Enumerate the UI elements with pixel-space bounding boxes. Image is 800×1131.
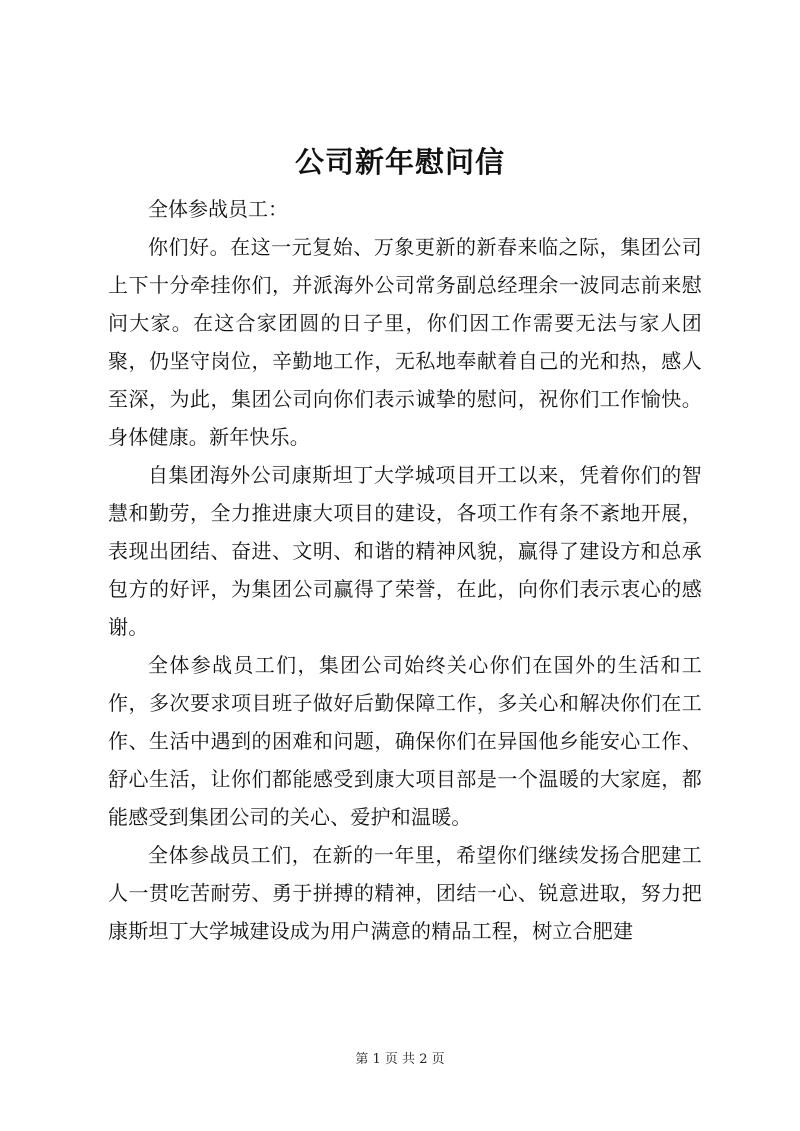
page-number-footer: 第 1 页 共 2 页 (355, 1052, 445, 1067)
paragraph-greeting-wishes: 你们好。在这一元复始、万象更新的新春来临之际，集团公司上下十分牵挂你们，并派海外公司常务副总经理余一波同志前来慰问大家。在这合家团圆的日子里，你们因工作需要无法与家人团聚，仍坚守岗位，辛勤地工作，无私地奉献着自己的光和热，感人至深，为此，集团公司向你们表示诚挚的慰问，祝你们工作愉快。身体健康。新年快乐。 (108, 235, 702, 449)
salutation: 全体参战员工： (148, 197, 288, 221)
document-title: 公司新年慰问信 (294, 145, 505, 179)
paragraph-new-year-hopes: 全体参战员工们，在新的一年里，希望你们继续发扬合肥建工人一贯吃苦耐劳、勇于拼搏的精神，团结一心、锐意进取，努力把康斯坦丁大学城建设成为用户满意的精品工程，树立合肥建 (108, 843, 702, 943)
paragraph-project-praise: 自集团海外公司康斯坦丁大学城项目开工以来，凭着你们的智慧和勤劳，全力推进康大项目的建设，各项工作有条不紊地开展，表现出团结、奋进、文明、和谐的精神风貌，赢得了建设方和总承包方的好评，为集团公司赢得了荣誉，在此，向你们表示衷心的感谢。 (108, 463, 702, 639)
paragraph-company-care: 全体参战员工们，集团公司始终关心你们在国外的生活和工作，多次要求项目班子做好后勤保障工作，多关心和解决你们在工作、生活中遇到的困难和问题，确保你们在异国他乡能安心工作、舒心生活，让你们都能感受到康大项目部是一个温暖的大家庭，都能感受到集团公司的关心、爱护和温暖。 (108, 653, 702, 829)
document-body (108, 190, 702, 950)
